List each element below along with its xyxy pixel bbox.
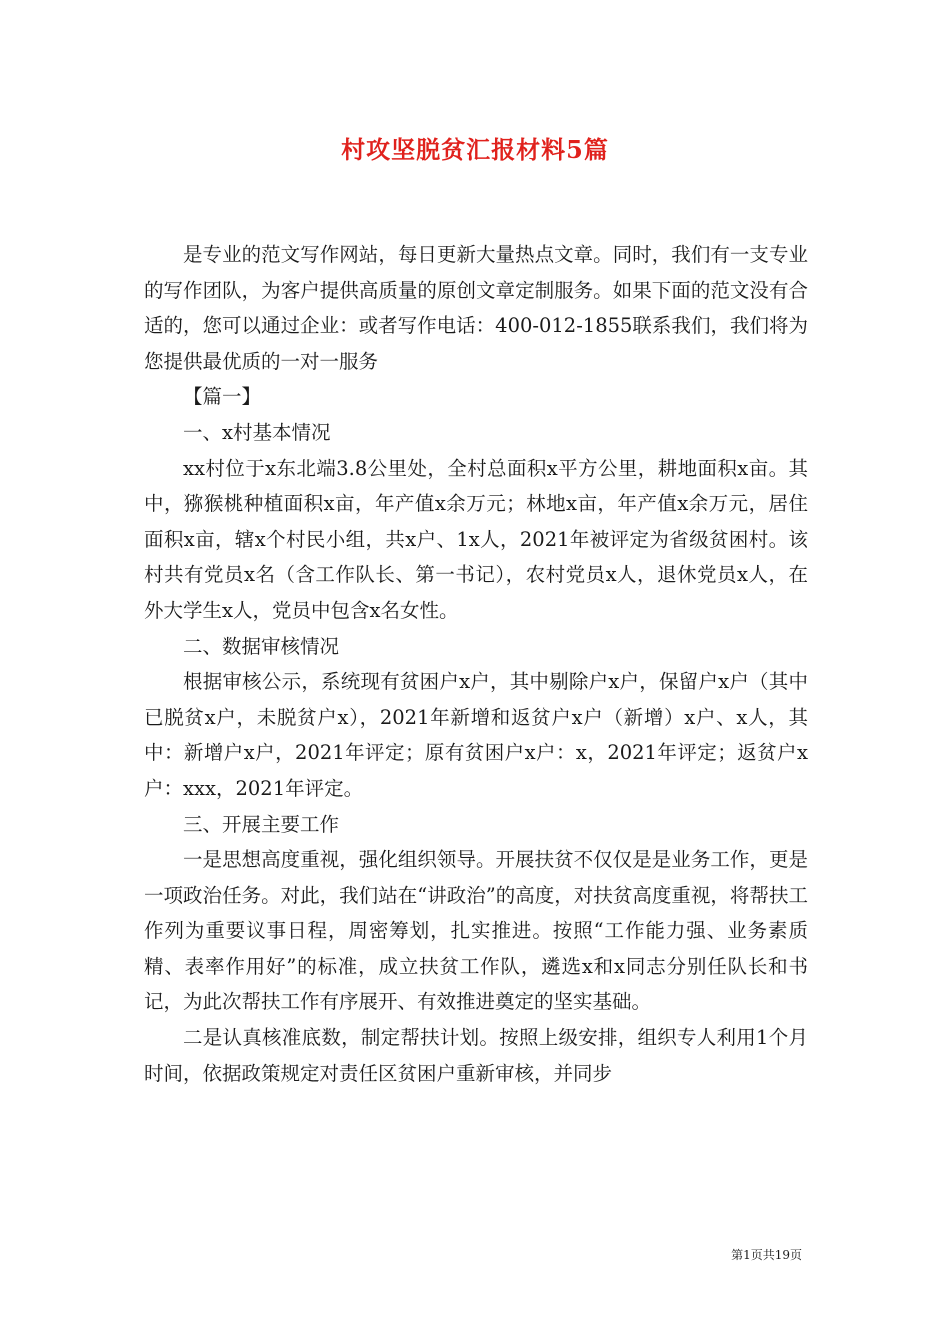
paragraph-data-review: 根据审核公示，系统现有贫困户x户，其中剔除户x户，保留户x户（其中已脱贫x户，未脱贫户x），2021年新增和返贫户x户（新增）x户、x人，其中：新增户x户，2021年评定；原有贫困户x户：x，2021年评定；返贫户x户：xxx，2021年评定。 <box>144 670 808 800</box>
page-number: 第1页共19页 <box>731 1248 802 1262</box>
section-heading-3: 三、开展主要工作 <box>183 812 340 836</box>
document-body <box>144 237 808 1091</box>
section-heading-1: 一、x村基本情况 <box>183 420 331 444</box>
paragraph-basic-info: xx村位于x东北端3.8公里处，全村总面积x平方公里，耕地面积x亩。其中，猕猴桃种植面积x亩，年产值x余万元；林地x亩，年产值x余万元，居住面积x亩，辖x个村民小组，共x户、1x人，2021年被评定为省级贫困村。该村共有党员x名（含工作队长、第一书记），农村党员x人，退休党员x人，在外大学生x人，党员中包含x名女性。 <box>144 456 808 622</box>
section-label: 【篇一】 <box>183 385 262 409</box>
section-heading-2: 二、数据审核情况 <box>183 634 340 658</box>
paragraph-work-2: 二是认真核准底数，制定帮扶计划。按照上级安排，组织专人利用1个月时间，依据政策规定对责任区贫困户重新审核，并同步 <box>144 1026 808 1085</box>
document-title: 村攻坚脱贫汇报材料5篇 <box>341 135 609 164</box>
paragraph-work-1: 一是思想高度重视，强化组织领导。开展扶贫不仅仅是是业务工作，更是一项政治任务。对此，我们站在“讲政治”的高度，对扶贫高度重视，将帮扶工作列为重要议事日程，周密筹划，扎实推进。按照“工作能力强、业务素质精、表率作用好”的标准，成立扶贫工作队，遴选x和x同志分别任队长和书记，为此次帮扶工作有序展开、有效推进奠定的坚实基础。 <box>144 848 808 1014</box>
intro-paragraph: 是专业的范文写作网站，每日更新大量热点文章。同时，我们有一支专业的写作团队，为客户提供高质量的原创文章定制服务。如果下面的范文没有合适的，您可以通过企业：或者写作电话：400-012-1855联系我们，我们将为您提供最优质的一对一服务 <box>144 243 808 373</box>
